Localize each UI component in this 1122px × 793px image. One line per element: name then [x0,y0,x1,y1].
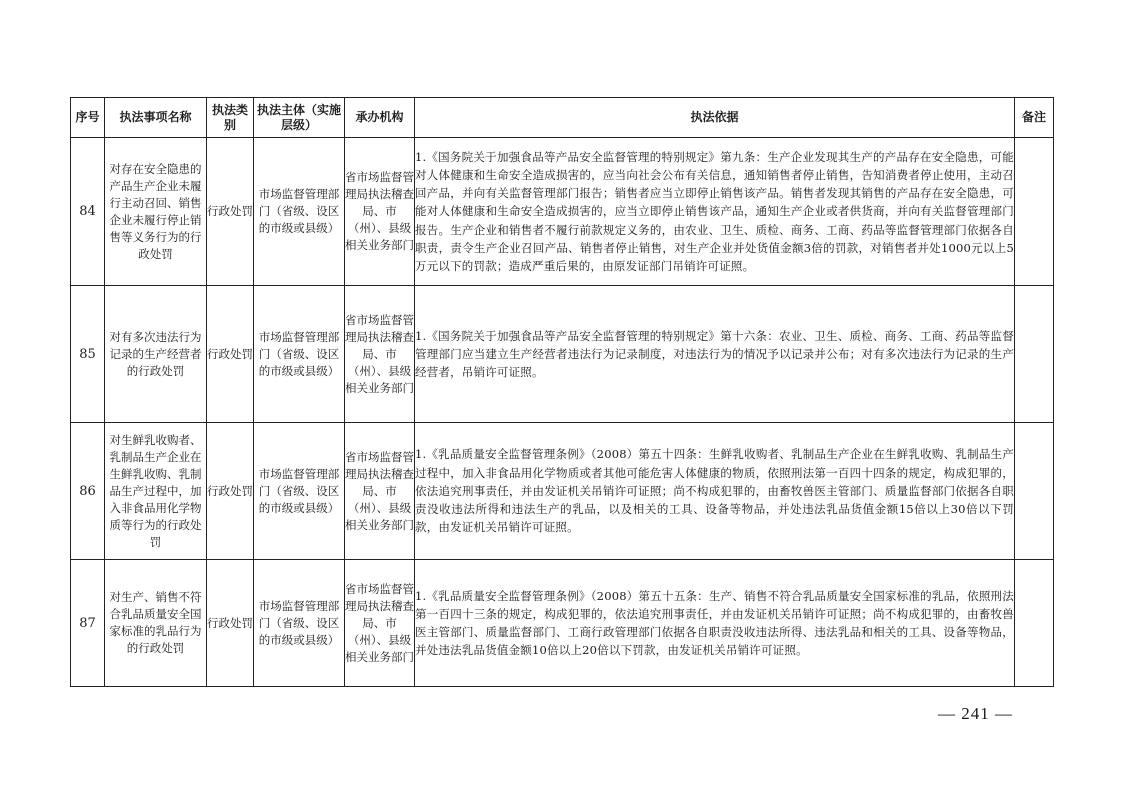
row-subject: 市场监督管理部门（省级、设区的市级或县级） [254,138,345,286]
header-subject: 执法主体（实施层级） [254,98,345,138]
row-remark [1015,138,1054,286]
header-basis: 执法依据 [415,98,1015,138]
table-row [71,286,1054,423]
row-subject: 市场监督管理部门（省级、设区的市级或县级） [254,286,345,423]
table-row [71,423,1054,560]
header-agency: 承办机构 [345,98,415,138]
row-agency: 省市场监督管理局执法稽查局、市（州）、县级相关业务部门 [345,423,415,560]
row-basis: 1.《国务院关于加强食品等产品安全监督管理的特别规定》第十六条：农业、卫生、质检、商务、工商、药品等监督管理部门应当建立生产经营者违法行为记录制度，对违法行为的情况予以记录并公布；对有多次违法行为记录的生产经营者，吊销许可证照。 [415,286,1015,423]
row-agency: 省市场监督管理局执法稽查局、市（州）、县级相关业务部门 [345,560,415,687]
row-remark [1015,286,1054,423]
enforcement-items-table [70,97,1054,687]
header-remark: 备注 [1015,98,1054,138]
table-row [71,560,1054,687]
row-category: 行政处罚 [207,138,254,286]
row-agency: 省市场监督管理局执法稽查局、市（州）、县级相关业务部门 [345,286,415,423]
row-remark [1015,560,1054,687]
row-agency: 省市场监督管理局执法稽查局、市（州）、县级相关业务部门 [345,138,415,286]
row-subject: 市场监督管理部门（省级、设区的市级或县级） [254,560,345,687]
page-number: — 241 — [938,704,1013,723]
header-name: 执法事项名称 [105,98,207,138]
row-category: 行政处罚 [207,286,254,423]
row-basis: 1.《乳品质量安全监督管理条例》（2008）第五十四条：生鲜乳收购者、乳制品生产企业在生鲜乳收购、乳制品生产过程中，加入非食品用化学物质或者其他可能危害人体健康的物质，依照刑法第一百四十四条的规定，构成犯罪的，依法追究刑事责任，并由发证机关吊销许可证照；尚不构成犯罪的，由畜牧兽医主管部门、质量监督部门依据各自职责没收违法所得和违法生产的乳品，以及相关的工具、设备等物品，并处违法乳品货值金额15倍以上30倍以下罚款，由发证机关吊销许可证照。 [415,423,1015,560]
table-row [71,138,1054,286]
row-name: 对生产、销售不符合乳品质量安全国家标准的乳品行为的行政处罚 [105,560,207,687]
header-no: 序号 [71,98,105,138]
row-no: 86 [71,423,105,560]
row-name: 对存在安全隐患的产品生产企业未履行主动召回、销售企业未履行停止销售等义务行为的行政处罚 [105,138,207,286]
row-subject: 市场监督管理部门（省级、设区的市级或县级） [254,423,345,560]
row-category: 行政处罚 [207,560,254,687]
row-basis: 1.《乳品质量安全监督管理条例》（2008）第五十五条：生产、销售不符合乳品质量安全国家标准的乳品，依照刑法第一百四十三条的规定，构成犯罪的，依法追究刑事责任，并由发证机关吊销许可证照；尚不构成犯罪的，由畜牧兽医主管部门、质量监督部门、工商行政管理部门依据各自职责没收违法所得、违法乳品和相关的工具、设备等物品，并处违法乳品货值金额10倍以上20倍以下罚款，由发证机关吊销许可证照。 [415,560,1015,687]
row-no: 87 [71,560,105,687]
row-basis: 1.《国务院关于加强食品等产品安全监督管理的特别规定》第九条：生产企业发现其生产的产品存在安全隐患，可能对人体健康和生命安全造成损害的，应当向社会公布有关信息，通知销售者停止销售，告知消费者停止使用，主动召回产品，并向有关监督管理部门报告；销售者应当立即停止销售该产品。销售者发现其销售的产品存在安全隐患，可能对人体健康和生命安全造成损害的，应当立即停止销售该产品，通知生产企业或者供货商，并向有关监督管理部门报告。生产企业和销售者不履行前款规定义务的，由农业、卫生、质检、商务、工商、药品等监督管理部门依据各自职责，责令生产企业召回产品、销售者停止销售，对生产企业并处货值金额3倍的罚款，对销售者并处1000元以上5万元以下的罚款；造成严重后果的，由原发证部门吊销许可证照。 [415,138,1015,286]
row-category: 行政处罚 [207,423,254,560]
row-no: 85 [71,286,105,423]
row-remark [1015,423,1054,560]
header-category: 执法类别 [207,98,254,138]
row-name: 对有多次违法行为记录的生产经营者的行政处罚 [105,286,207,423]
table-header-row [71,98,1054,138]
row-name: 对生鲜乳收购者、乳制品生产企业在生鲜乳收购、乳制品生产过程中，加入非食品用化学物质等行为的行政处罚 [105,423,207,560]
row-no: 84 [71,138,105,286]
